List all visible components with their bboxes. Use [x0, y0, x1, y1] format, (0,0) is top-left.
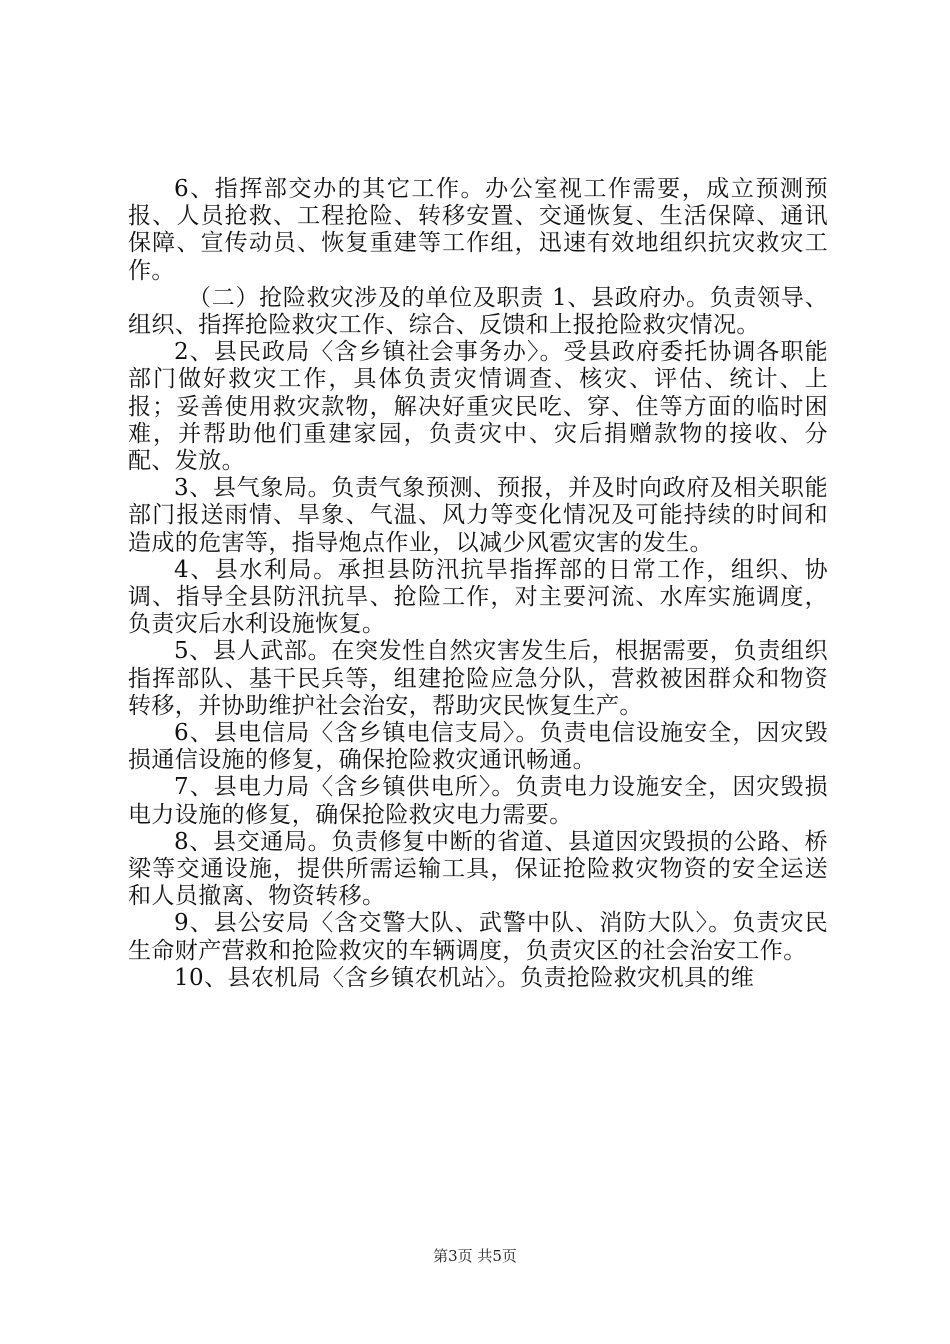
page-footer: 第3页 共5页	[433, 1247, 517, 1265]
paragraph-telecom: 6、县电信局〈含乡镇电信支局〉。负责电信设施安全，因灾毁损通信设施的修复，确保抢险救灾通讯畅通。	[128, 720, 828, 774]
paragraph-agricultural-machinery: 10、县农机局〈含乡镇农机站〉。负责抢险救灾机具的维	[174, 964, 755, 991]
paragraph-units-and-duties: （二）抢险救灾涉及的单位及职责 1、县政府办。负责领导、组织、指挥抢险救灾工作、综合、反馈和上报抢险救灾情况。	[128, 284, 828, 339]
paragraph-transportation: 8、县交通局。负责修复中断的省道、县道因灾毁损的公路、桥梁等交通设施，提供所需运输工具，保证抢险救灾物资的安全运送和人员撤离、物资转移。	[128, 828, 828, 910]
document-body	[128, 176, 828, 992]
paragraph-electric-power: 7、县电力局〈含乡镇供电所〉。负责电力设施安全，因灾毁损电力设施的修复，确保抢险救灾电力需要。	[128, 774, 828, 828]
paragraph-public-security: 9、县公安局〈含交警大队、武警中队、消防大队〉。负责灾民生命财产营救和抢险救灾的车辆调度，负责灾区的社会治安工作。	[128, 910, 828, 964]
paragraph-meteorology: 3、县气象局。负责气象预测、预报，并及时向政府及相关职能部门报送雨情、旱象、气温、风力等变化情况及可能持续的时间和造成的危害等，指导炮点作业，以减少风雹灾害的发生。	[128, 475, 828, 556]
paragraph-item-6-other-tasks: 6、指挥部交办的其它工作。办公室视工作需要，成立预测预报、人员抢救、工程抢险、转移安置、交通恢复、生活保障、通讯保障、宣传动员、恢复重建等工作组，迅速有效地组织抗灾救灾工作。	[128, 176, 828, 284]
paragraph-water-resources: 4、县水利局。承担县防汛抗旱指挥部的日常工作，组织、协调、指导全县防汛抗旱、抢险工作，对主要河流、水库实施调度，负责灾后水利设施恢复。	[128, 556, 828, 638]
paragraph-civil-affairs: 2、县民政局〈含乡镇社会事务办〉。受县政府委托协调各职能部门做好救灾工作，具体负责灾情调查、核灾、评估、统计、上报；妥善使用救灾款物，解决好重灾民吃、穿、住等方面的临时困难，并帮助他们重建家园，负责灾中、灾后捐赠款物的接收、分配、发放。	[128, 339, 828, 475]
paragraph-armed-forces: 5、县人武部。在突发性自然灾害发生后，根据需要，负责组织指挥部队、基干民兵等，组建抢险应急分队，营救被困群众和物资转移，并协助维护社会治安，帮助灾民恢复生产。	[128, 638, 828, 719]
